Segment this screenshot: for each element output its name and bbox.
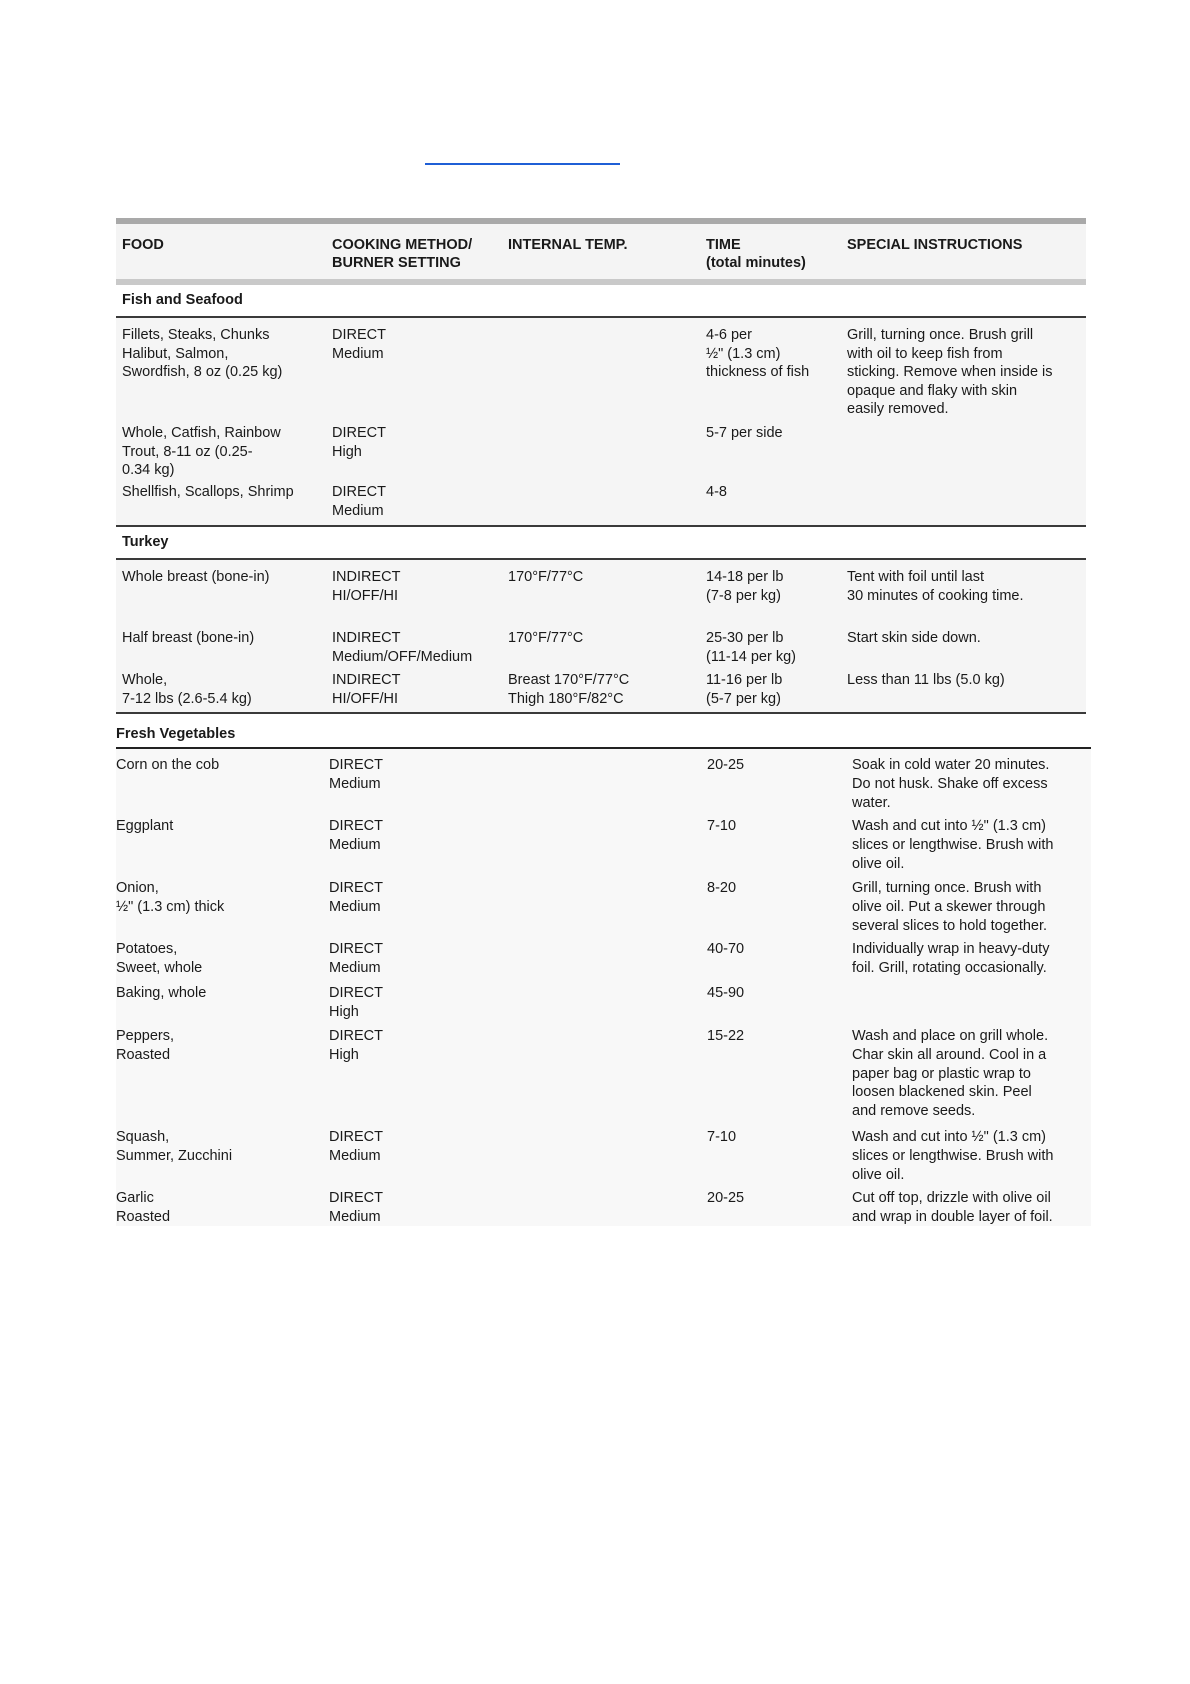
cell-instr [852, 940, 1049, 978]
cell-line: DIRECT [332, 327, 386, 343]
cell-line: Half breast (bone-in) [122, 630, 255, 646]
cell-method [329, 940, 383, 978]
cell-line: easily removed. [847, 401, 949, 417]
cell-line: 30 minutes of cooking time. [847, 587, 1024, 604]
cell-method [329, 1189, 383, 1227]
cell-line: Wash and cut into ½" (1.3 cm) [852, 1129, 1046, 1145]
cell-line: 7-12 lbs (2.6-5.4 kg) [122, 690, 252, 707]
cell-line: opaque and flaky with skin [847, 382, 1018, 399]
cell-line: Sweet, whole [116, 959, 203, 976]
cell-line: INDIRECT [332, 672, 401, 688]
cell-line: DIRECT [332, 484, 386, 500]
cell-instr [852, 756, 1049, 812]
cell-line: Grill, turning once. Brush grill [847, 327, 1034, 343]
cell-method [332, 326, 386, 363]
cell-line: Wash and cut into ½" (1.3 cm) [852, 818, 1046, 834]
cell-line: Medium [329, 1208, 381, 1225]
cell-method [329, 1128, 383, 1166]
cell-line: Eggplant [116, 818, 174, 834]
cell-method [332, 483, 386, 520]
cell-line: Swordfish, 8 oz (0.25 kg) [122, 364, 283, 380]
cell-instr [852, 879, 1047, 935]
cell-line: several slices to hold together. [852, 917, 1048, 934]
header-method: COOKING METHOD/ BURNER SETTING [332, 237, 473, 271]
cell-line: paper bag or plastic wrap to [852, 1065, 1031, 1082]
cell-line: Soak in cold water 20 minutes. [852, 757, 1050, 773]
cell-method [332, 671, 400, 708]
cell-food [116, 1027, 174, 1065]
cell-food [122, 568, 270, 587]
cell-line: and wrap in double layer of foil. [852, 1208, 1053, 1225]
cell-time [706, 424, 783, 443]
cell-time [707, 984, 744, 1003]
cell-line: Roasted [116, 1208, 171, 1225]
section-title-vegetables: Fresh Vegetables [116, 721, 1091, 749]
cell-line: Grill, turning once. Brush with [852, 880, 1042, 896]
cell-line: Start skin side down. [847, 630, 981, 646]
cell-time [707, 1189, 744, 1208]
cell-food [116, 1128, 232, 1166]
cell-temp [508, 568, 583, 587]
cell-line: Halibut, Salmon, [122, 345, 229, 362]
cell-method [329, 1027, 383, 1065]
cell-line: DIRECT [329, 985, 383, 1001]
cell-line: 0.34 kg) [122, 462, 175, 478]
cell-line: 15-22 [707, 1028, 745, 1044]
cell-line: 8-20 [707, 880, 737, 896]
header-temp: INTERNAL TEMP. [508, 237, 628, 253]
cell-line: Medium [329, 898, 381, 915]
cell-line: Medium [329, 836, 381, 853]
cell-line: foil. Grill, rotating occasionally. [852, 959, 1047, 976]
cell-line: Corn on the cob [116, 757, 220, 773]
cell-line: DIRECT [329, 818, 383, 834]
cell-line: olive oil. Put a skewer through [852, 898, 1046, 915]
cell-line: Medium [332, 345, 384, 362]
cell-instr [852, 1128, 1053, 1184]
cell-line: DIRECT [332, 425, 386, 441]
cell-line: 14-18 per lb [706, 569, 784, 585]
cell-method [329, 879, 383, 917]
cell-line: 7-10 [707, 818, 737, 834]
cell-line: INDIRECT [332, 630, 401, 646]
cell-line: Baking, whole [116, 985, 207, 1001]
cell-food [116, 879, 224, 917]
section-turkey-rows [116, 560, 1086, 714]
cooking-table-grilled [116, 218, 1086, 714]
cell-instr [847, 568, 1024, 605]
cell-line: 170°F/77°C [508, 569, 584, 585]
cell-line: slices or lengthwise. Brush with [852, 1147, 1054, 1164]
cell-line: 4-6 per [706, 327, 752, 343]
cell-food [122, 424, 281, 480]
cell-line: 4-8 [706, 484, 727, 500]
cell-food [122, 326, 282, 382]
cell-method [332, 568, 400, 605]
cell-method [332, 629, 472, 666]
cell-line: Wash and place on grill whole. [852, 1028, 1049, 1044]
cell-line: olive oil. [852, 1166, 905, 1183]
cell-time [706, 671, 782, 708]
cell-line: High [332, 443, 362, 460]
cell-line: 25-30 per lb [706, 630, 784, 646]
cell-line: water. [852, 794, 891, 811]
header-time: TIME (total minutes) [706, 237, 806, 271]
cell-line: 170°F/77°C [508, 630, 584, 646]
cell-line: DIRECT [329, 1129, 383, 1145]
cell-instr [852, 1189, 1053, 1227]
hyperlink-underline[interactable] [425, 163, 620, 165]
cell-line: Medium [332, 502, 384, 519]
cell-food [116, 756, 219, 775]
cell-line: Onion, [116, 880, 159, 896]
cell-line: Whole breast (bone-in) [122, 569, 270, 585]
cell-food [116, 1189, 170, 1227]
cell-line: DIRECT [329, 880, 383, 896]
cell-line: (7-8 per kg) [706, 587, 781, 604]
cell-line: 7-10 [707, 1129, 737, 1145]
cell-line: DIRECT [329, 757, 383, 773]
cell-line: 20-25 [707, 1190, 745, 1206]
cell-method [329, 984, 383, 1022]
cell-time [706, 629, 796, 666]
cell-line: Breast 170°F/77°C [508, 672, 630, 688]
cell-food [116, 984, 206, 1003]
cell-line: Whole, [122, 672, 168, 688]
cell-line: and remove seeds. [852, 1103, 976, 1120]
cell-time [707, 1128, 736, 1147]
cell-line: Whole, Catfish, Rainbow [122, 425, 281, 441]
cell-instr [852, 1027, 1048, 1121]
cell-line: HI/OFF/HI [332, 690, 399, 707]
cell-line: Squash, [116, 1129, 170, 1145]
section-vegetable-rows [116, 749, 1091, 1226]
cell-line: Summer, Zucchini [116, 1147, 233, 1164]
cell-instr [847, 629, 981, 648]
cell-line: Char skin all around. Cool in a [852, 1046, 1047, 1063]
cell-line: 45-90 [707, 985, 745, 1001]
cell-line: Medium/OFF/Medium [332, 648, 473, 665]
cell-time [707, 756, 744, 775]
cell-line: INDIRECT [332, 569, 401, 585]
cell-method [329, 817, 383, 855]
cell-line: Less than 11 lbs (5.0 kg) [847, 672, 1005, 688]
cell-time [707, 879, 736, 898]
cell-temp [508, 629, 583, 648]
header-food: FOOD [122, 237, 164, 253]
table-header [116, 218, 1086, 285]
cell-time [707, 940, 744, 959]
cell-instr [847, 671, 1005, 690]
cell-line: slices or lengthwise. Brush with [852, 836, 1054, 853]
cell-line: Peppers, [116, 1028, 175, 1044]
cell-line: Tent with foil until last [847, 569, 985, 585]
cell-line: High [329, 1046, 359, 1063]
cooking-table-vegetables [116, 721, 1091, 1226]
cell-time [707, 1027, 744, 1046]
cell-line: thickness of fish [706, 364, 810, 380]
cell-line: Medium [329, 1147, 381, 1164]
cell-line: olive oil. [852, 855, 905, 872]
cell-line: 5-7 per side [706, 425, 783, 441]
cell-line: with oil to keep fish from [847, 345, 1003, 362]
cell-line: Potatoes, [116, 941, 178, 957]
cell-line: Medium [329, 959, 381, 976]
cell-temp [508, 671, 629, 708]
cell-line: ½" (1.3 cm) [706, 345, 781, 362]
cell-line: 40-70 [707, 941, 745, 957]
section-title-fish: Fish and Seafood [116, 285, 1086, 318]
cell-food [122, 671, 252, 708]
cell-method [329, 756, 383, 794]
cell-line: Garlic [116, 1190, 154, 1206]
cell-time [706, 326, 809, 382]
header-instructions: SPECIAL INSTRUCTIONS [847, 237, 1023, 253]
cell-time [706, 483, 727, 502]
cell-line: Roasted [116, 1046, 171, 1063]
cell-instr [852, 817, 1053, 873]
cell-line: (5-7 per kg) [706, 690, 781, 707]
cell-line: ½" (1.3 cm) thick [116, 898, 225, 915]
cell-line: Cut off top, drizzle with olive oil [852, 1190, 1051, 1206]
cell-line: HI/OFF/HI [332, 587, 399, 604]
cell-method [332, 424, 386, 461]
cell-line: High [329, 1003, 359, 1020]
cell-line: DIRECT [329, 941, 383, 957]
cell-line: Individually wrap in heavy-duty [852, 941, 1050, 957]
cell-line: sticking. Remove when inside is [847, 364, 1053, 380]
cell-time [706, 568, 783, 605]
cell-line: loosen blackened skin. Peel [852, 1084, 1032, 1101]
cell-line: Medium [329, 775, 381, 792]
cell-line: Fillets, Steaks, Chunks [122, 327, 270, 343]
cell-line: Shellfish, Scallops, Shrimp [122, 484, 294, 500]
cell-line: Trout, 8-11 oz (0.25- [122, 443, 253, 460]
cell-food [116, 940, 202, 978]
cell-instr [847, 326, 1053, 419]
cell-food [122, 483, 294, 502]
cell-food [122, 629, 254, 648]
cell-line: 11-16 per lb [706, 672, 783, 688]
cell-line: DIRECT [329, 1190, 383, 1206]
section-fish-rows [116, 318, 1086, 525]
section-title-turkey: Turkey [116, 525, 1086, 560]
cell-line: Do not husk. Shake off excess [852, 775, 1048, 792]
cell-food [116, 817, 173, 836]
cell-line: Thigh 180°F/82°C [508, 690, 624, 707]
cell-time [707, 817, 736, 836]
cell-line: (11-14 per kg) [706, 648, 796, 665]
cell-line: DIRECT [329, 1028, 383, 1044]
cell-line: 20-25 [707, 757, 745, 773]
